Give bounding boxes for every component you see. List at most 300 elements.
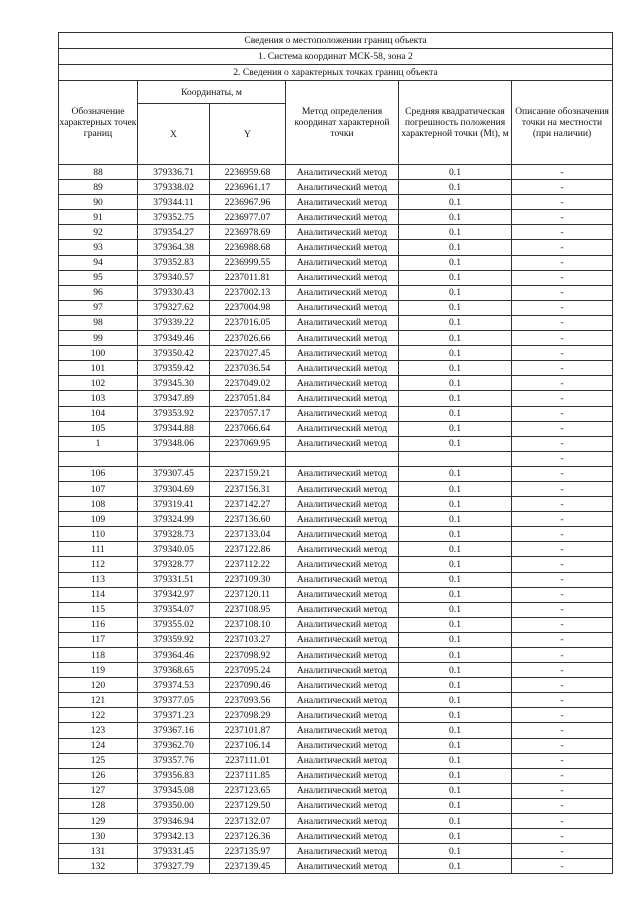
cell-y: 2237103.27 [210,632,286,647]
table-row [59,255,613,270]
table-row [59,497,613,512]
cell-y: 2237011.81 [210,270,286,285]
cell-y: 2237066.64 [210,421,286,436]
cell-rms-error: 0.1 [399,798,512,813]
table-row [59,527,613,542]
cell-x: 379350.00 [138,798,210,813]
points-title: 2. Сведения о характерных точках границ объекта [59,65,613,81]
cell-point-number: 116 [59,617,138,632]
cell-point-number: 119 [59,663,138,678]
cell-description: - [512,436,613,451]
cell-rms-error: 0.1 [399,376,512,391]
table-row [59,331,613,346]
section-title: Сведения о местоположении границ объекта [59,33,613,49]
cell-description: - [512,361,613,376]
cell-y: 2237026.66 [210,331,286,346]
cell-description: - [512,210,613,225]
cell-rms-error: 0.1 [399,542,512,557]
cell-rms-error: 0.1 [399,723,512,738]
cell-x: 379324.99 [138,512,210,527]
cell-y: 2236988.68 [210,240,286,255]
cell-y: 2237111.85 [210,768,286,783]
cell-description: - [512,768,613,783]
cell-method: Аналитический метод [286,723,399,738]
cell-method: Аналитический метод [286,285,399,300]
cell-point-number: 120 [59,678,138,693]
header-x: X [138,104,210,165]
cell-description: - [512,255,613,270]
cell-rms-error: 0.1 [399,844,512,859]
cell-x: 379342.13 [138,829,210,844]
cell-y: 2237027.45 [210,346,286,361]
cell-description: - [512,466,613,481]
cell-description: - [512,240,613,255]
cell-description: - [512,663,613,678]
cell-x: 379352.75 [138,210,210,225]
cell-point-number: 107 [59,481,138,496]
table-row [59,391,613,406]
cell-y: 2236977.07 [210,210,286,225]
cell-description: - [512,693,613,708]
cell-method: Аналитический метод [286,376,399,391]
cell-method: Аналитический метод [286,708,399,723]
cell-description: - [512,165,613,180]
cell-y: 2237133.04 [210,527,286,542]
cell-rms-error: 0.1 [399,859,512,874]
cell-rms-error: 0.1 [399,814,512,829]
cell-x: 379344.88 [138,421,210,436]
cell-description: - [512,708,613,723]
cell-rms-error: 0.1 [399,512,512,527]
cell-x: 379330.43 [138,285,210,300]
table-row [59,346,613,361]
cell-method: Аналитический метод [286,738,399,753]
cell-rms-error: 0.1 [399,466,512,481]
table-row [59,663,613,678]
cell-description: - [512,572,613,587]
cell-point-number: 102 [59,376,138,391]
cell-description: - [512,587,613,602]
cell-x: 379354.27 [138,225,210,240]
cell-point-number: 122 [59,708,138,723]
cell-point-number: 112 [59,557,138,572]
cell-rms-error: 0.1 [399,391,512,406]
table-row [59,165,613,180]
table-row [59,421,613,436]
cell-description: - [512,376,613,391]
coord-system-title: 1. Система координат МСК-58, зона 2 [59,49,613,65]
cell-point-number: 121 [59,693,138,708]
cell-x: 379371.23 [138,708,210,723]
boundary-points-document [58,32,612,874]
cell-rms-error: 0.1 [399,255,512,270]
table-row [59,678,613,693]
cell-description: - [512,421,613,436]
cell-point-number: 96 [59,285,138,300]
table-row [59,602,613,617]
cell-y: 2237106.14 [210,738,286,753]
cell-rms-error: 0.1 [399,572,512,587]
cell-method: Аналитический метод [286,240,399,255]
cell-point-number: 95 [59,270,138,285]
cell-rms-error: 0.1 [399,497,512,512]
cell-method: Аналитический метод [286,225,399,240]
table-row [59,587,613,602]
cell-y: 2236999.55 [210,255,286,270]
cell-point-number: 93 [59,240,138,255]
cell-x: 379328.77 [138,557,210,572]
cell-description: - [512,270,613,285]
cell-rms-error: 0.1 [399,602,512,617]
cell-point-number: 113 [59,572,138,587]
cell-rms-error: 0.1 [399,165,512,180]
cell-description: - [512,391,613,406]
cell-x: 379345.30 [138,376,210,391]
cell-y: 2237139.45 [210,859,286,874]
cell-rms-error: 0.1 [399,240,512,255]
cell-rms-error: 0.1 [399,829,512,844]
cell-rms-error: 0.1 [399,738,512,753]
cell-point-number: 124 [59,738,138,753]
cell-method: Аналитический метод [286,210,399,225]
cell-rms-error: 0.1 [399,436,512,451]
cell-method: Аналитический метод [286,481,399,496]
cell-description: - [512,346,613,361]
cell-point-number: 90 [59,195,138,210]
cell-rms-error: 0.1 [399,406,512,421]
cell-rms-error: 0.1 [399,210,512,225]
cell-point-number: 117 [59,632,138,647]
cell-x: 379327.62 [138,300,210,315]
cell-y: 2237156.31 [210,481,286,496]
cell-point-number: 100 [59,346,138,361]
cell-description: - [512,617,613,632]
cell-method: Аналитический метод [286,512,399,527]
cell-point-number: 91 [59,210,138,225]
cell-method: Аналитический метод [286,346,399,361]
cell-x: 379327.79 [138,859,210,874]
cell-rms-error: 0.1 [399,481,512,496]
cell-description: - [512,406,613,421]
cell-point-number: 1 [59,436,138,451]
cell-description: - [512,829,613,844]
header-rms-error: Средняя квадратическая погрешность положения характерной точки (Mt), м [399,81,512,165]
table-row [59,285,613,300]
cell-point-number: 109 [59,512,138,527]
cell-rms-error: 0.1 [399,300,512,315]
cell-y: 2237108.95 [210,602,286,617]
cell-x: 379357.76 [138,753,210,768]
cell-x: 379364.38 [138,240,210,255]
cell-x: 379353.92 [138,406,210,421]
cell-y: 2237098.29 [210,708,286,723]
cell-y: 2237002.13 [210,285,286,300]
cell-rms-error [399,451,512,466]
cell-x: 379331.51 [138,572,210,587]
cell-y: 2237090.46 [210,678,286,693]
cell-method: Аналитический метод [286,391,399,406]
cell-point-number: 127 [59,783,138,798]
table-row [59,180,613,195]
cell-point-number: 104 [59,406,138,421]
cell-rms-error: 0.1 [399,421,512,436]
cell-y: 2237111.01 [210,753,286,768]
table-row [59,632,613,647]
cell-x: 379331.45 [138,844,210,859]
cell-method: Аналитический метод [286,663,399,678]
cell-description: - [512,285,613,300]
cell-description: - [512,300,613,315]
cell-method: Аналитический метод [286,315,399,330]
cell-method: Аналитический метод [286,753,399,768]
cell-x: 379340.05 [138,542,210,557]
cell-method: Аналитический метод [286,648,399,663]
cell-rms-error: 0.1 [399,180,512,195]
cell-y: 2237016.05 [210,315,286,330]
cell-point-number: 132 [59,859,138,874]
cell-rms-error: 0.1 [399,632,512,647]
cell-x: 379356.83 [138,768,210,783]
cell-y: 2237123.65 [210,783,286,798]
cell-description: - [512,632,613,647]
cell-x: 379359.42 [138,361,210,376]
cell-x: 379304.69 [138,481,210,496]
cell-rms-error: 0.1 [399,587,512,602]
cell-y: 2237036.54 [210,361,286,376]
cell-y: 2237095.24 [210,663,286,678]
header-method: Метод определения координат характерной точки [286,81,399,165]
cell-method: Аналитический метод [286,436,399,451]
cell-y: 2237142.27 [210,497,286,512]
table-row [59,768,613,783]
cell-method: Аналитический метод [286,859,399,874]
cell-y: 2237108.10 [210,617,286,632]
table-row [59,617,613,632]
cell-rms-error: 0.1 [399,331,512,346]
cell-description: - [512,602,613,617]
cell-x [138,451,210,466]
table-row [59,753,613,768]
table-row [59,406,613,421]
cell-description: - [512,738,613,753]
table-row [59,270,613,285]
header-point-designation: Обозначение характерных точек границ [59,81,138,165]
cell-x: 379355.02 [138,617,210,632]
cell-x: 379350.42 [138,346,210,361]
cell-x: 379346.94 [138,814,210,829]
cell-point-number: 94 [59,255,138,270]
cell-y: 2237109.30 [210,572,286,587]
cell-y: 2237135.97 [210,844,286,859]
cell-x: 379348.06 [138,436,210,451]
cell-description: - [512,180,613,195]
cell-method: Аналитический метод [286,798,399,813]
cell-rms-error: 0.1 [399,768,512,783]
cell-description: - [512,557,613,572]
cell-description: - [512,814,613,829]
cell-method: Аналитический метод [286,693,399,708]
cell-description: - [512,315,613,330]
cell-y: 2237093.56 [210,693,286,708]
cell-x: 379349.46 [138,331,210,346]
cell-rms-error: 0.1 [399,557,512,572]
cell-point-number: 125 [59,753,138,768]
cell-x: 379377.05 [138,693,210,708]
cell-description: - [512,648,613,663]
cell-y: 2237136.60 [210,512,286,527]
table-row [59,859,613,874]
table-row [59,723,613,738]
cell-x: 379342.97 [138,587,210,602]
table-row [59,466,613,481]
cell-rms-error: 0.1 [399,315,512,330]
table-row [59,481,613,496]
cell-method: Аналитический метод [286,300,399,315]
cell-method: Аналитический метод [286,814,399,829]
cell-x: 379338.02 [138,180,210,195]
cell-point-number: 110 [59,527,138,542]
cell-y: 2236959.68 [210,165,286,180]
cell-x: 379374.53 [138,678,210,693]
cell-description: - [512,195,613,210]
cell-description: - [512,678,613,693]
cell-description: - [512,225,613,240]
cell-y: 2237051.84 [210,391,286,406]
cell-description: - [512,542,613,557]
cell-rms-error: 0.1 [399,346,512,361]
cell-method: Аналитический метод [286,195,399,210]
cell-rms-error: 0.1 [399,270,512,285]
cell-rms-error: 0.1 [399,663,512,678]
cell-rms-error: 0.1 [399,783,512,798]
cell-y: 2237057.17 [210,406,286,421]
cell-x: 379345.08 [138,783,210,798]
cell-point-number: 130 [59,829,138,844]
cell-method: Аналитический метод [286,542,399,557]
cell-point-number: 111 [59,542,138,557]
cell-method: Аналитический метод [286,768,399,783]
cell-x: 379336.71 [138,165,210,180]
cell-description: - [512,783,613,798]
table-row [59,557,613,572]
table-row [59,210,613,225]
cell-y: 2237122.86 [210,542,286,557]
cell-method: Аналитический метод [286,361,399,376]
cell-y [210,451,286,466]
cell-y: 2237112.22 [210,557,286,572]
cell-point-number: 89 [59,180,138,195]
cell-point-number: 106 [59,466,138,481]
cell-method: Аналитический метод [286,844,399,859]
cell-x: 379340.57 [138,270,210,285]
cell-description: - [512,753,613,768]
cell-y: 2237159.21 [210,466,286,481]
table-row [59,844,613,859]
cell-rms-error: 0.1 [399,361,512,376]
cell-method: Аналитический метод [286,421,399,436]
table-row [59,376,613,391]
cell-y: 2237049.02 [210,376,286,391]
table-row [59,436,613,451]
table-row [59,542,613,557]
cell-x: 379368.65 [138,663,210,678]
table-row [59,451,613,466]
table-row [59,315,613,330]
table-row [59,572,613,587]
table-row [59,240,613,255]
cell-x: 379352.83 [138,255,210,270]
cell-method: Аналитический метод [286,527,399,542]
cell-description: - [512,844,613,859]
cell-method: Аналитический метод [286,572,399,587]
cell-method: Аналитический метод [286,497,399,512]
cell-point-number: 98 [59,315,138,330]
cell-x: 379354.07 [138,602,210,617]
cell-rms-error: 0.1 [399,708,512,723]
cell-point-number: 126 [59,768,138,783]
table-row [59,783,613,798]
cell-point-number: 88 [59,165,138,180]
cell-y: 2237004.98 [210,300,286,315]
cell-x: 379364.46 [138,648,210,663]
cell-rms-error: 0.1 [399,617,512,632]
cell-x: 379362.70 [138,738,210,753]
cell-method: Аналитический метод [286,602,399,617]
cell-y: 2237098.92 [210,648,286,663]
cell-rms-error: 0.1 [399,753,512,768]
table-row [59,195,613,210]
cell-method: Аналитический метод [286,180,399,195]
header-description: Описание обозначения точки на местности (при наличии) [512,81,613,165]
cell-y: 2236978.69 [210,225,286,240]
cell-point-number: 123 [59,723,138,738]
cell-point-number: 101 [59,361,138,376]
boundary-points-table [58,32,613,874]
cell-point-number: 105 [59,421,138,436]
cell-point-number: 97 [59,300,138,315]
cell-method: Аналитический метод [286,557,399,572]
cell-method: Аналитический метод [286,829,399,844]
cell-rms-error: 0.1 [399,693,512,708]
table-row [59,708,613,723]
cell-y: 2236961.17 [210,180,286,195]
table-row [59,512,613,527]
cell-description: - [512,798,613,813]
cell-point-number: 129 [59,814,138,829]
cell-method: Аналитический метод [286,255,399,270]
header-coordinates: Координаты, м [138,81,286,104]
cell-y: 2237120.11 [210,587,286,602]
cell-rms-error: 0.1 [399,648,512,663]
header-y: Y [210,104,286,165]
cell-point-number: 114 [59,587,138,602]
cell-x: 379328.73 [138,527,210,542]
cell-rms-error: 0.1 [399,527,512,542]
table-row [59,361,613,376]
cell-method: Аналитический метод [286,165,399,180]
cell-method: Аналитический метод [286,466,399,481]
cell-point-number: 99 [59,331,138,346]
cell-y: 2237129.50 [210,798,286,813]
cell-description: - [512,451,613,466]
cell-y: 2237132.07 [210,814,286,829]
cell-rms-error: 0.1 [399,225,512,240]
cell-method: Аналитический метод [286,270,399,285]
cell-description: - [512,497,613,512]
cell-y: 2237126.36 [210,829,286,844]
cell-point-number: 128 [59,798,138,813]
cell-rms-error: 0.1 [399,195,512,210]
